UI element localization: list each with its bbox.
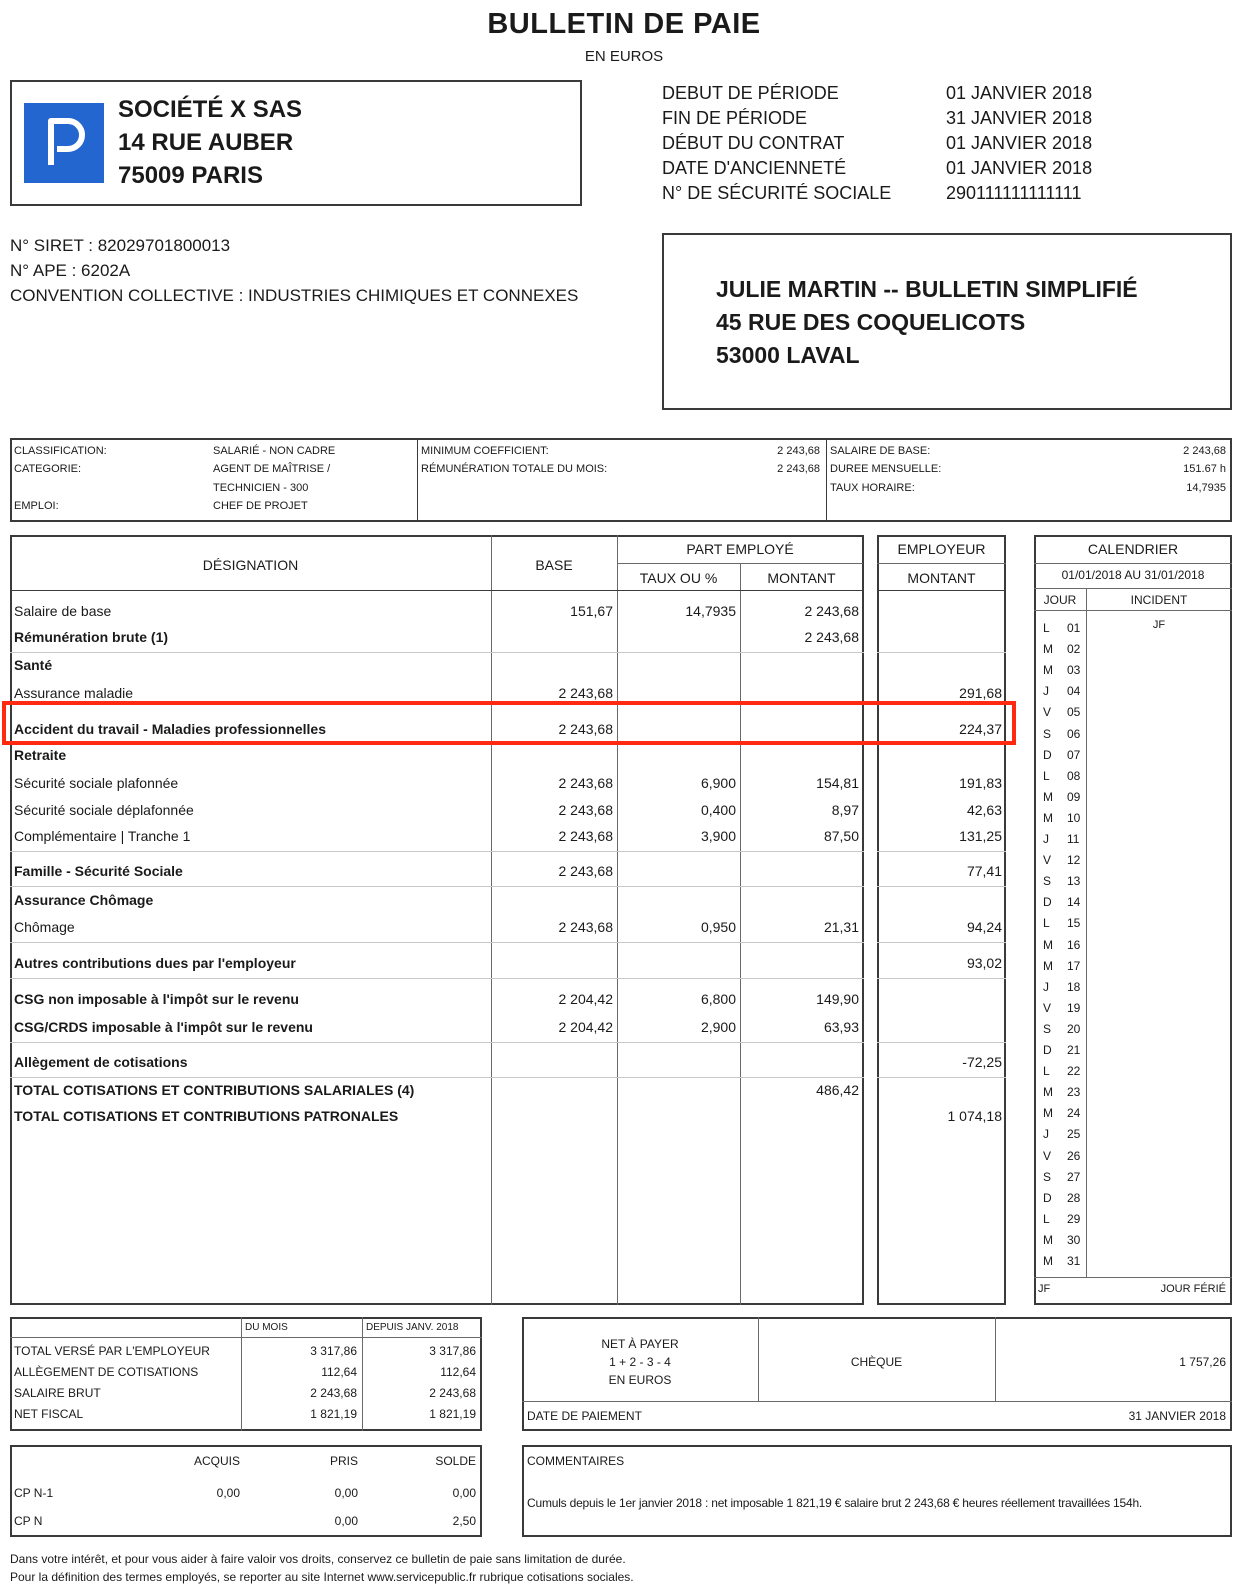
row-taux: 0,950 [700,919,736,935]
calendar-day-number: 22 [1067,1064,1081,1079]
row-base: 2 243,68 [558,685,613,701]
row-separator [10,851,864,852]
cp-pris-header: PRIS [329,1454,358,1468]
row-separator [877,1077,1006,1078]
summary-col-mois: DU MOIS [245,1322,288,1333]
calendar-day-number: 25 [1067,1127,1081,1142]
row-base: 2 243,68 [558,828,613,844]
calendar-day-number: 14 [1067,895,1081,910]
calendar-day-number: 03 [1067,663,1081,678]
calendar-day-number: 12 [1067,853,1081,868]
emploi-label: EMPLOI: [14,500,59,512]
row-label: Chômage [14,919,75,935]
row-employeur: -72,25 [962,1054,1002,1070]
row-taux: 0,400 [700,802,736,818]
remuneration-value: 2 243,68 [777,463,820,475]
row-taux: 3,900 [700,828,736,844]
calendar-legend-code: JF [1038,1283,1051,1295]
calendar-day-letter: M [1043,663,1053,678]
company-city: 75009 PARIS [118,162,263,189]
calendar-day-letter: M [1043,1085,1053,1100]
salaire-base-label: SALAIRE DE BASE: [830,445,931,457]
calendar-day-letter: M [1043,937,1053,952]
row-label: Santé [14,657,53,673]
row-separator [10,942,864,943]
calendar-day-number: 10 [1067,810,1081,825]
calendar-day-letter: L [1043,1064,1050,1079]
salaire-base-value: 2 243,68 [1183,445,1226,457]
calendar-day-letter: J [1043,1127,1049,1142]
calendar-day-letter: S [1043,874,1052,889]
row-base: 2 204,42 [558,991,613,1007]
cp-solde: 0,00 [452,1486,476,1500]
calendar-day-number: 17 [1067,958,1081,973]
siret: N° SIRET : 82029701800013 [10,236,231,255]
calendar-day-letter: J [1043,684,1049,699]
page-title: BULLETIN DE PAIE [487,8,761,40]
row-employeur: 93,02 [966,955,1002,971]
row-base: 2 243,68 [558,775,613,791]
payment-date-label: DATE DE PAIEMENT [527,1409,642,1423]
remuneration-label: RÉMUNÉRATION TOTALE DU MOIS: [421,463,608,475]
calendar-day-number: 15 [1067,916,1081,931]
summary-mois: 112,64 [321,1365,357,1379]
calendar-day-letter: L [1043,768,1050,783]
calendar-day-letter: J [1043,979,1049,994]
highlight-box [2,701,1016,745]
calendar-day-number: 06 [1067,726,1081,741]
payment-mode: CHÈQUE [850,1355,903,1369]
calendar-day-number: 13 [1067,874,1081,889]
row-montant: 8,97 [831,802,859,818]
cp-pris: 0,00 [334,1486,358,1500]
calendar-day-number: 18 [1067,979,1081,994]
calendar-day-number: 27 [1067,1169,1081,1184]
summary-cumul: 112,64 [440,1365,476,1379]
employeur-montant-header: MONTANT [907,570,976,586]
p-logo-icon [24,103,104,183]
calendar-day-number: 09 [1067,789,1081,804]
calendar-day-letter: L [1043,1211,1050,1226]
row-employeur: 77,41 [966,863,1002,879]
period-value: 01 JANVIER 2018 [946,133,1093,153]
cp-label: CP N [14,1514,43,1528]
calendar-day-letter: V [1043,1000,1052,1015]
row-label: Complémentaire | Tranche 1 [14,828,191,844]
row-montant: 2 243,68 [804,629,859,645]
calendar-day-number: 24 [1067,1106,1081,1121]
calendar-day-number: 28 [1067,1190,1081,1205]
row-label: TOTAL COTISATIONS ET CONTRIBUTIONS SALARIALES (4) [14,1082,415,1098]
net-formula: 1 + 2 - 3 - 4 [609,1355,671,1369]
calendar-day-letter: D [1043,1043,1052,1057]
calendar-day-letter: S [1043,1021,1052,1036]
categorie-value-2: TECHNICIEN - 300 [213,482,309,494]
calendar-day-number: 04 [1067,684,1081,699]
summary-mois: 1 821,19 [310,1407,357,1421]
calendar-day-letter: V [1043,1148,1052,1163]
company-logo [24,103,104,183]
min-coef-label: MINIMUM COEFFICIENT: [421,445,549,457]
summary-label: TOTAL VERSÉ PAR L'EMPLOYEUR [14,1344,210,1358]
calendar-day-letter: V [1043,853,1052,868]
summary-mois: 2 243,68 [310,1386,357,1400]
calendar-day-letter: S [1043,726,1052,741]
calendar-day-letter: L [1043,621,1050,635]
taux-horaire-value: 14,7935 [1186,482,1226,494]
calendar-range: 01/01/2018 AU 31/01/2018 [1061,568,1205,582]
convention: CONVENTION COLLECTIVE : INDUSTRIES CHIMIQUES ET CONNEXES [10,286,579,305]
taux-horaire-label: TAUX HORAIRE: [830,482,915,494]
period-value: 01 JANVIER 2018 [946,158,1093,178]
calendar-day-letter: M [1043,1232,1053,1247]
ape: N° APE : 6202A [10,261,131,280]
calendar [1034,535,1232,1305]
row-base: 2 243,68 [558,863,613,879]
period-label: DEBUT DE PÉRIODE [662,83,839,103]
period-value: 01 JANVIER 2018 [946,83,1093,103]
calendar-day-letter: V [1043,705,1052,720]
calendar-day-letter: M [1043,958,1053,973]
cp-solde-header: SOLDE [435,1454,476,1468]
net-amount: 1 757,26 [1179,1355,1226,1369]
footer-line-1: Dans votre intérêt, et pour vous aider à faire valoir vos droits, conservez ce bulletin de paie sans limitation de durée. [10,1552,626,1566]
row-employeur: 224,37 [959,721,1002,737]
calendar-day-number: 31 [1067,1254,1081,1268]
classification-box [10,438,1232,522]
row-label: Sécurité sociale déplafonnée [14,802,194,818]
row-taux: 14,7935 [685,603,736,619]
calendar-day-number: 01 [1067,621,1081,635]
calendar-day-number: 02 [1067,642,1081,657]
period-label: DATE D'ANCIENNETÉ [662,158,847,178]
calendar-day-number: 20 [1067,1021,1081,1036]
summary-label: NET FISCAL [14,1407,84,1421]
calendar-day-letter: M [1043,789,1053,804]
row-employeur: 94,24 [966,919,1002,935]
calendar-day-letter: L [1043,916,1050,931]
cp-pris: 0,00 [334,1514,358,1528]
calendar-day-number: 05 [1067,705,1081,720]
calendar-day-number: 21 [1067,1043,1081,1057]
categorie-label: CATEGORIE: [14,463,82,475]
row-label: TOTAL COTISATIONS ET CONTRIBUTIONS PATRONALES [14,1108,399,1124]
classification-value: SALARIÉ - NON CADRE [213,445,336,457]
row-separator [877,978,1006,979]
calendar-day-letter: M [1043,1106,1053,1121]
row-employeur: 1 074,18 [947,1108,1002,1124]
period-value: 31 JANVIER 2018 [946,108,1093,128]
row-label: Rémunération brute (1) [14,629,169,645]
summary-label: ALLÈGEMENT DE COTISATIONS [14,1365,199,1379]
calendar-day-letter: J [1043,832,1049,846]
categorie-value: AGENT DE MAÎTRISE / [213,463,331,475]
row-label: Assurance maladie [14,685,134,701]
row-montant: 87,50 [823,828,859,844]
company-name: SOCIÉTÉ X SAS [118,96,303,123]
calendar-day-number: 16 [1067,937,1081,952]
row-montant: 486,42 [816,1082,859,1098]
row-montant: 2 243,68 [804,603,859,619]
calendar-day-number: 08 [1067,768,1081,783]
calendar-day-letter: M [1043,642,1053,657]
company-street: 14 RUE AUBER [118,129,294,156]
row-label: Assurance Chômage [14,892,154,908]
calendar-day-number: 30 [1067,1232,1081,1247]
row-separator [10,886,864,887]
cp-solde: 2,50 [452,1514,476,1528]
row-label: Famille - Sécurité Sociale [14,863,183,879]
period-label: FIN DE PÉRIODE [662,108,808,128]
row-separator [877,851,1006,852]
comments-text: Cumuls depuis le 1er janvier 2018 : net imposable 1 821,19 € salaire brut 2 243,68 € heures réellement travaillées 154h. [527,1496,1143,1510]
summary-mois: 3 317,86 [310,1344,357,1358]
row-separator [10,978,864,979]
row-base: 2 243,68 [558,802,613,818]
calendar-day-letter: D [1043,895,1052,910]
calendar-day-number: 11 [1067,832,1080,846]
row-label: CSG/CRDS imposable à l'impôt sur le revenu [14,1019,313,1035]
cp-acquis: 0,00 [216,1486,240,1500]
footer-line-2: Pour la définition des termes employés, se reporter au site Internet www.servicepublic.fr rubrique cotisations sociales. [10,1570,634,1584]
row-label: Accident du travail - Maladies professionnelles [14,721,326,737]
calendar-legend-label: JOUR FÉRIÉ [1160,1283,1226,1295]
row-base: 2 243,68 [558,919,613,935]
calendar-incident-header: INCIDENT [1130,593,1188,607]
net-label: NET À PAYER [601,1337,679,1351]
duree-value: 151.67 h [1183,463,1226,475]
row-separator [10,1042,864,1043]
classification-label: CLASSIFICATION: [14,445,107,457]
calendar-day-number: 19 [1067,1000,1081,1015]
row-montant: 63,93 [823,1019,859,1035]
row-montant: 21,31 [823,919,859,935]
calendar-day-number: 26 [1067,1148,1081,1163]
row-taux: 2,900 [700,1019,736,1035]
row-base: 151,67 [570,603,613,619]
row-base: 2 243,68 [558,721,613,737]
calendar-day-letter: M [1043,810,1053,825]
emploi-value: CHEF DE PROJET [213,500,308,512]
calendar-day-letter: S [1043,1169,1052,1184]
page-subtitle: EN EUROS [584,48,664,65]
row-base: 2 204,42 [558,1019,613,1035]
row-label: Autres contributions dues par l'employeur [14,955,296,971]
min-coef-value: 2 243,68 [777,445,820,457]
calendar-day-number: 07 [1067,747,1081,762]
comments-box [522,1445,1232,1537]
cp-label: CP N-1 [14,1486,54,1500]
summary-label: SALAIRE BRUT [14,1386,101,1400]
row-label: Retraite [14,747,67,763]
row-employeur: 291,68 [959,685,1002,701]
employee-street: 45 RUE DES COQUELICOTS [716,309,1026,335]
row-separator [877,1042,1006,1043]
row-employeur: 131,25 [959,828,1002,844]
row-employeur: 191,83 [959,775,1002,791]
period-value: 290111111111111 [946,183,1082,203]
period-label: DÉBUT DU CONTRAT [662,133,845,153]
calendar-title: CALENDRIER [1087,541,1179,557]
base-header: BASE [535,557,573,573]
net-currency: EN EUROS [608,1373,672,1387]
row-label: CSG non imposable à l'impôt sur le revenu [14,991,299,1007]
cp-acquis-header: ACQUIS [193,1454,240,1468]
row-label: Allègement de cotisations [14,1054,188,1070]
summary-col-cumul: DEPUIS JANV. 2018 [366,1322,459,1333]
row-montant: 149,90 [816,991,859,1007]
calendar-day-letter: M [1043,1254,1053,1268]
calendar-day-number: 23 [1067,1085,1081,1100]
employeur-header: EMPLOYEUR [897,541,986,557]
row-taux: 6,800 [700,991,736,1007]
row-taux: 6,900 [700,775,736,791]
row-label: Salaire de base [14,603,112,619]
row-label: Sécurité sociale plafonnée [14,775,179,791]
row-separator [877,652,1006,653]
row-separator [877,886,1006,887]
calendar-incident: JF [1152,619,1166,631]
calendar-day-number: 29 [1067,1211,1081,1226]
employee-city: 53000 LAVAL [716,342,860,368]
calendar-day-letter: D [1043,747,1052,762]
payment-date-value: 31 JANVIER 2018 [1128,1409,1226,1423]
montant-header: MONTANT [767,570,836,586]
calendar-day-letter: D [1043,1190,1052,1205]
summary-cumul: 2 243,68 [429,1386,476,1400]
calendar-jour-header: JOUR [1043,593,1077,607]
row-separator [10,1077,864,1078]
part-employe-header: PART EMPLOYÉ [686,541,794,557]
row-employeur: 42,63 [966,802,1002,818]
row-separator [10,652,864,653]
period-label: N° DE SÉCURITÉ SOCIALE [662,183,892,203]
summary-cumul: 1 821,19 [429,1407,476,1421]
row-separator [877,942,1006,943]
duree-label: DUREE MENSUELLE: [830,463,942,475]
summary-cumul: 3 317,86 [429,1344,476,1358]
taux-header: TAUX OU % [639,570,718,586]
row-montant: 154,81 [816,775,859,791]
designation-header: DÉSIGNATION [202,557,299,573]
comments-title: COMMENTAIRES [527,1454,625,1468]
employee-name: JULIE MARTIN -- BULLETIN SIMPLIFIÉ [716,276,1138,302]
